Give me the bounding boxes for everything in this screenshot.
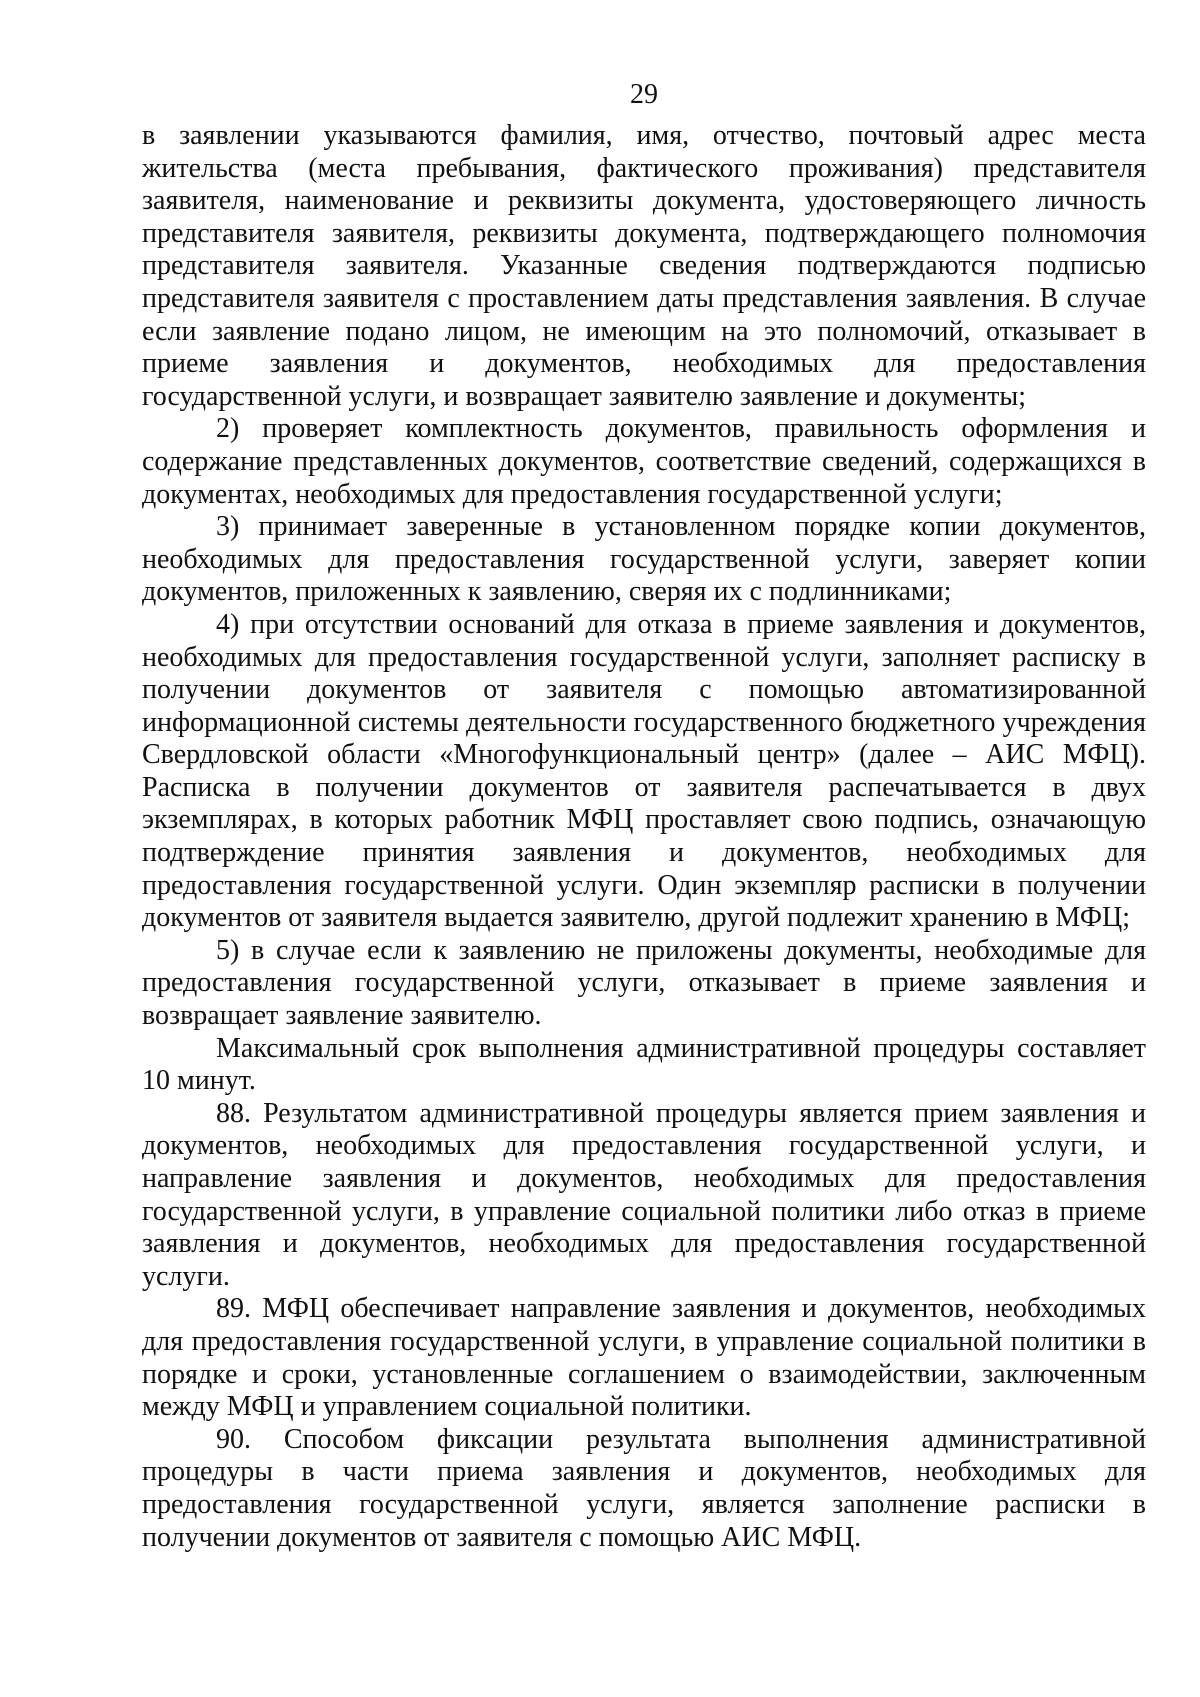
- paragraph-clause-89: 89. МФЦ обеспечивает направление заявления и документов, необходимых для предоставления государственной услуги, в управление социальной политики в порядке и сроки, установленные соглашением о взаимодействии, заключенным между МФЦ и управлением социальной политики.: [142, 1293, 1146, 1423]
- paragraph-applicant-representative: в заявлении указываются фамилия, имя, отчество, почтовый адрес места жительства (места пребывания, фактического проживания) представителя заявителя, наименование и реквизиты документа, удостоверяющего личность представителя заявителя, реквизиты документа, подтверждающего полномочия представителя заявителя. Указанные сведения подтверждаются подписью представителя заявителя с проставлением даты представления заявления. В случае если заявление подано лицом, не имеющим на это полномочий, отказывает в приеме заявления и документов, необходимых для предоставления государственной услуги, и возвращает заявителю заявление и документы;: [142, 120, 1146, 412]
- paragraph-item-3: 3) принимает заверенные в установленном порядке копии документов, необходимых для предоставления государственной услуги, заверяет копии документов, приложенных к заявлению, сверяя их с подлинниками;: [142, 511, 1146, 608]
- paragraph-max-duration: Максимальный срок выполнения административной процедуры составляет 10 минут.: [142, 1032, 1146, 1097]
- paragraph-item-5: 5) в случае если к заявлению не приложены документы, необходимые для предоставления государственной услуги, отказывает в приеме заявления и возвращает заявление заявителю.: [142, 934, 1146, 1032]
- paragraph-item-2: 2) проверяет комплектность документов, правильность оформления и содержание представленных документов, соответствие сведений, содержащихся в документах, необходимых для предоставления государственной услуги;: [142, 413, 1146, 510]
- paragraph-clause-90: 90. Способом фиксации результата выполнения административной процедуры в части приема заявления и документов, необходимых для предоставления государственной услуги, является заполнение расписки в получении документов от заявителя с помощью АИС МФЦ.: [142, 1423, 1146, 1553]
- paragraph-clause-88: 88. Результатом административной процедуры является прием заявления и документов, необходимых для предоставления государственной услуги, и направление заявления и документов, необходимых для предоставления государственной услуги, в управление социальной политики либо отказ в приеме заявления и документов, необходимых для предоставления государственной услуги.: [142, 1097, 1146, 1292]
- document-page: [142, 70, 1146, 1554]
- paragraph-item-4: 4) при отсутствии оснований для отказа в приеме заявления и документов, необходимых для предоставления государственной услуги, заполняет расписку в получении документов от заявителя с помощью автоматизированной информационной системы деятельности государственного бюджетного учреждения Свердловской области «Многофункциональный центр» (далее – АИС МФЦ). Расписка в получении документов от заявителя распечатывается в двух экземплярах, в которых работник МФЦ проставляет свою подпись, означающую подтверждение принятия заявления и документов, необходимых для предоставления государственной услуги. Один экземпляр расписки в получении документов от заявителя выдается заявителю, другой подлежит хранению в МФЦ;: [142, 608, 1146, 934]
- page-number: 29: [630, 79, 658, 110]
